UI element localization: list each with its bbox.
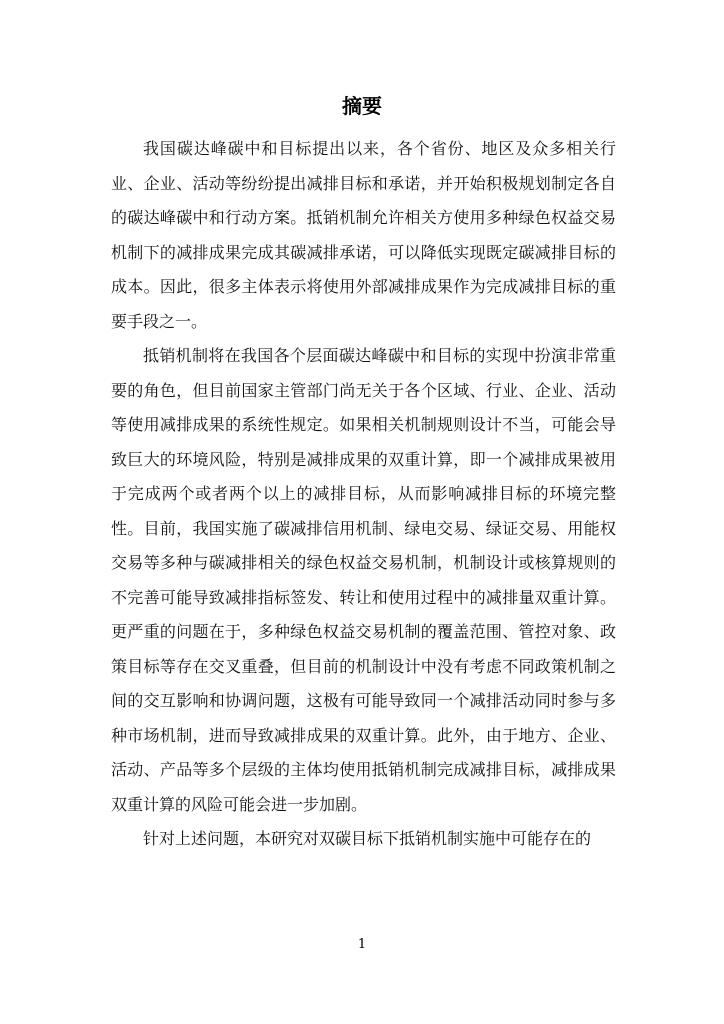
- body-text: [111, 132, 616, 857]
- paragraph-2: 抵销机制将在我国各个层面碳达峰碳中和目标的实现中扮演非常重要的角色，但目前国家主管部门尚无关于各个区域、行业、企业、活动等使用减排成果的系统性规定。如果相关机制规则设计不当，可能会导致巨大的环境风险，特别是减排成果的双重计算，即一个减排成果被用于完成两个或者两个以上的减排目标，从而影响减排目标的环境完整性。目前，我国实施了碳减排信用机制、绿电交易、绿证交易、用能权交易等多种与碳减排相关的绿色权益交易机制，机制设计或核算规则的不完善可能导致减排指标签发、转让和使用过程中的减排量双重计算。更严重的问题在于，多种绿色权益交易机制的覆盖范围、管控对象、政策目标等存在交叉重叠，但目前的机制设计中没有考虑不同政策机制之间的交互影响和协调问题，这极有可能导致同一个减排活动同时参与多种市场机制，进而导致减排成果的双重计算。此外，由于地方、企业、活动、产品等多个层级的主体均使用抵销机制完成减排目标，减排成果双重计算的风险可能会进一步加剧。: [111, 346, 616, 814]
- paragraph-1: 我国碳达峰碳中和目标提出以来，各个省份、地区及众多相关行业、企业、活动等纷纷提出减排目标和承诺，并开始积极规划制定各自的碳达峰碳中和行动方案。抵销机制允许相关方使用多种绿色权益交易机制下的减排成果完成其碳减排承诺，可以降低实现既定碳减排目标的成本。因此，很多主体表示将使用外部减排成果作为完成减排目标的重要手段之一。: [111, 139, 616, 331]
- page-number: 1: [357, 937, 367, 952]
- paragraph-3: 针对上述问题，本研究对双碳目标下抵销机制实施中可能存在的: [143, 829, 592, 848]
- page-title: 摘要: [342, 94, 382, 118]
